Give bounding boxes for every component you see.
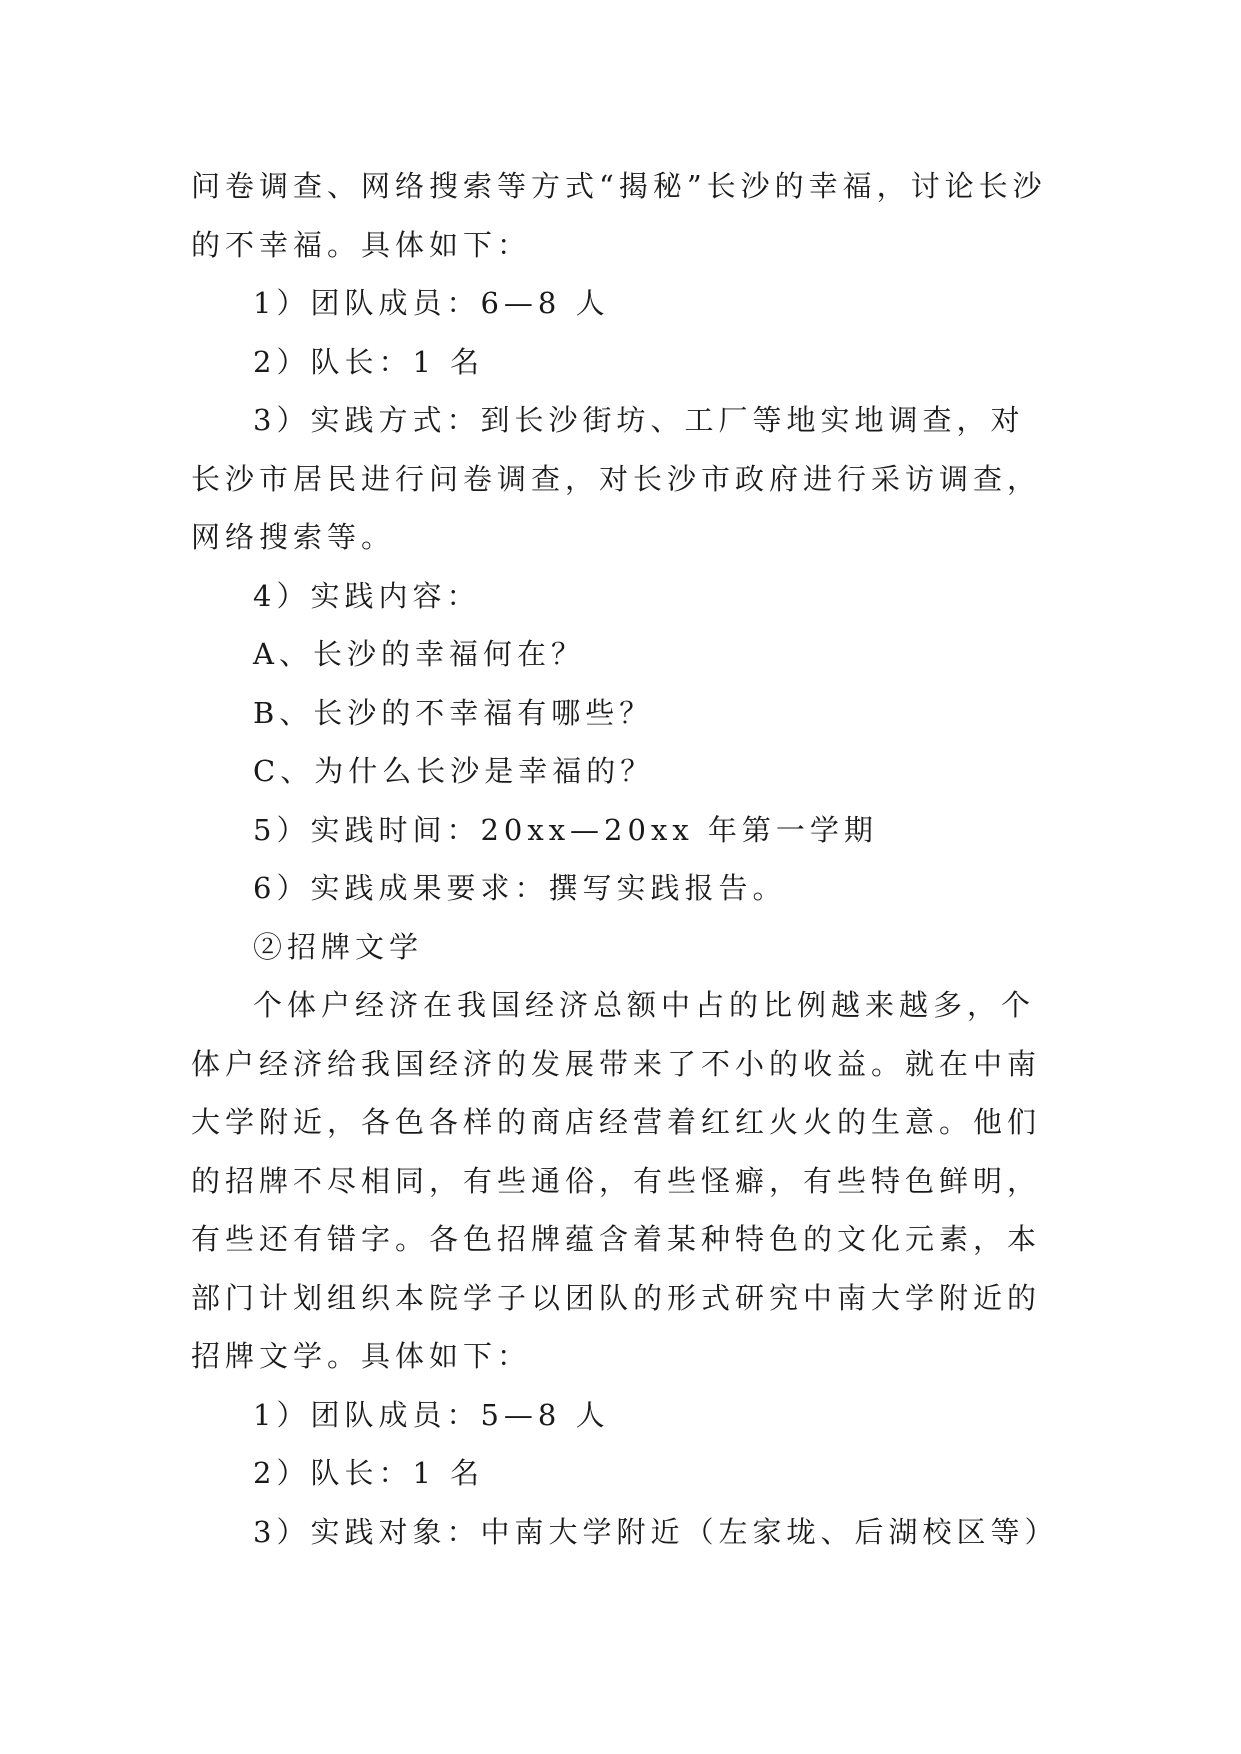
list-item-team-members: 1）团队成员：6—8 人 <box>253 286 610 320</box>
list-item-question-a: A、长沙的幸福何在？ <box>253 637 585 671</box>
intro-paragraph: 问卷调查、网络搜索等方式“揭秘”长沙的幸福，讨论长沙的不幸福。具体如下： <box>191 169 1047 262</box>
list-item-practice-content: 4）实践内容： <box>253 578 481 613</box>
list-item-team-members-2: 1）团队成员：5—8 人 <box>253 1397 610 1432</box>
list-item-leader-2: 2）队长：1 名 <box>253 1456 485 1490</box>
list-item-practice-time: 5）实践时间：20xx—20xx 年第一学期 <box>253 812 878 847</box>
list-item-practice-target: 3）实践对象：中南大学附近（左家垅、后湖校区等） <box>253 1514 1059 1549</box>
document-page <box>191 157 1059 1561</box>
list-item-question-b: B、长沙的不幸福有哪些？ <box>253 695 654 730</box>
list-item-practice-result: 6）实践成果要求：撰写实践报告。 <box>253 871 787 905</box>
list-item-leader: 2）队长：1 名 <box>253 344 485 379</box>
list-item-practice-method: 3）实践方式：到长沙街坊、工厂等地实地调查，对长沙市居民进行问卷调查，对长沙市政府进行采访调查，网络搜索等。 <box>191 403 1042 554</box>
signboard-paragraph: 个体户经济在我国经济总额中占的比例越来越多，个体户经济给我国经济的发展带来了不小的收益。就在中南大学附近，各色各样的商店经营着红红火火的生意。他们的招牌不尽相同，有些通俗，有些怪癖，有些特色鲜明，有些还有错字。各色招牌蕴含着某种特色的文化元素，本部门计划组织本院学子以团队的形式研究中南大学附近的招牌文学。具体如下： <box>191 988 1042 1373</box>
section-heading-signboard: ②招牌文学 <box>253 929 424 964</box>
list-item-question-c: C、为什么长沙是幸福的？ <box>253 754 655 788</box>
